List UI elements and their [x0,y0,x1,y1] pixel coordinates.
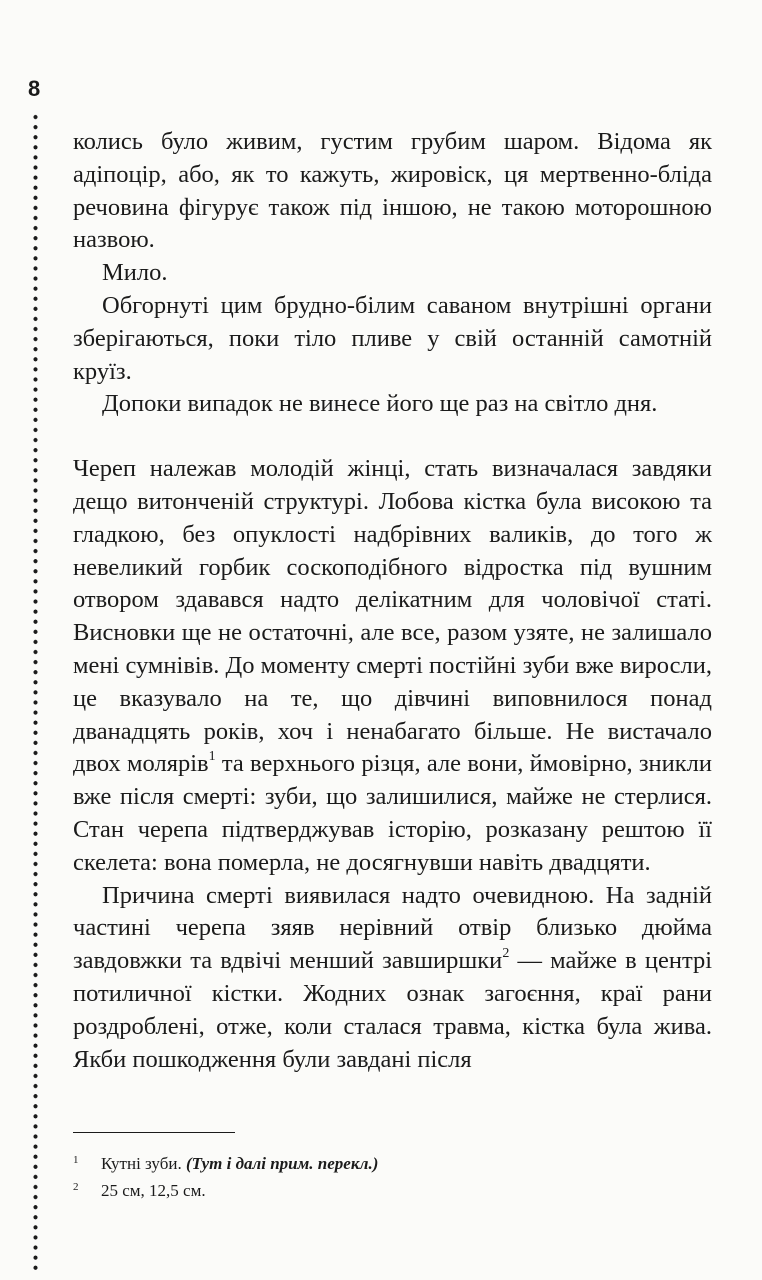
footnote-1 [73,1150,673,1177]
footnote-text: 25 см, 12,5 см. [101,1181,206,1200]
body-text [73,126,712,1076]
footnote-text: Кутні зуби. [101,1154,186,1173]
footnote-ref-2[interactable]: 2 [502,946,510,962]
paragraph-text: Причина смерті виявилася надто очевидною. На задній частині черепа зяяв нерівний отвір близько дюйма завдовжки та вдвічі менший завширшки [73,881,712,975]
footnote-2 [73,1177,673,1204]
paragraph [73,453,712,879]
paragraph: Мило. [102,259,168,287]
paragraph-text: — майже в центрі потиличної кістки. Жодних ознак загоєння, краї рани роздроблені, отже, коли сталася травма, кістка була жива. Якби пошкодження були завдані після [73,947,713,1073]
paragraph-text: Череп належав молодій жінці, стать визначалася завдяки дещо витонченій структурі. Лобова кістка була високою та гладкою, без опуклості надбрівних валиків, до того ж невеликий горбик соскоподібного відростка під вушним отвором здавався надто делікатним для чоловічої статі. Висновки ще не остаточні, але все, разом узяте, не залишало мені сумнівів. До моменту смерті постійні зуби вже виросли, це вказувало на те, що дівчині виповнилося понад дванадцять років, хоч і ненабагато більше. Не вистачало двох молярів [73,455,712,778]
footnotes [73,1150,673,1204]
footnote-ref-1[interactable]: 1 [208,749,216,765]
paragraph: колись було живим, густим грубим шаром. Відома як адіпоцір, або, як то кажуть, жировіск, ця мертвенно-бліда речовина фігурує також під іншою, не такою моторошною назвою. [73,128,712,254]
page-number: 8 [28,76,41,101]
footnote-number: 1 [73,1154,79,1166]
paragraph: Обгорнуті цим брудно-білим саваном внутрішні органи зберігаються, поки тіло пливе у свій останній самотній круїз. [73,291,712,385]
footnote-number: 2 [73,1181,79,1193]
dotted-margin-decoration [33,112,38,1270]
section-break [73,421,712,453]
translator-note: (Тут і далі прим. перекл.) [185,1154,379,1173]
footnote-divider [73,1132,235,1133]
paragraph [73,880,712,1077]
paragraph: Допоки випадок не винесе його ще раз на світло дня. [102,390,658,418]
paragraph-text: та верхнього різця, але вони, ймовірно, зникли вже після смерті: зуби, що залишилися, майже не стерлися. Стан черепа підтверджував історію, розказану рештою її скелета: вона померла, не досягнувши навіть двадцяти. [73,750,712,876]
